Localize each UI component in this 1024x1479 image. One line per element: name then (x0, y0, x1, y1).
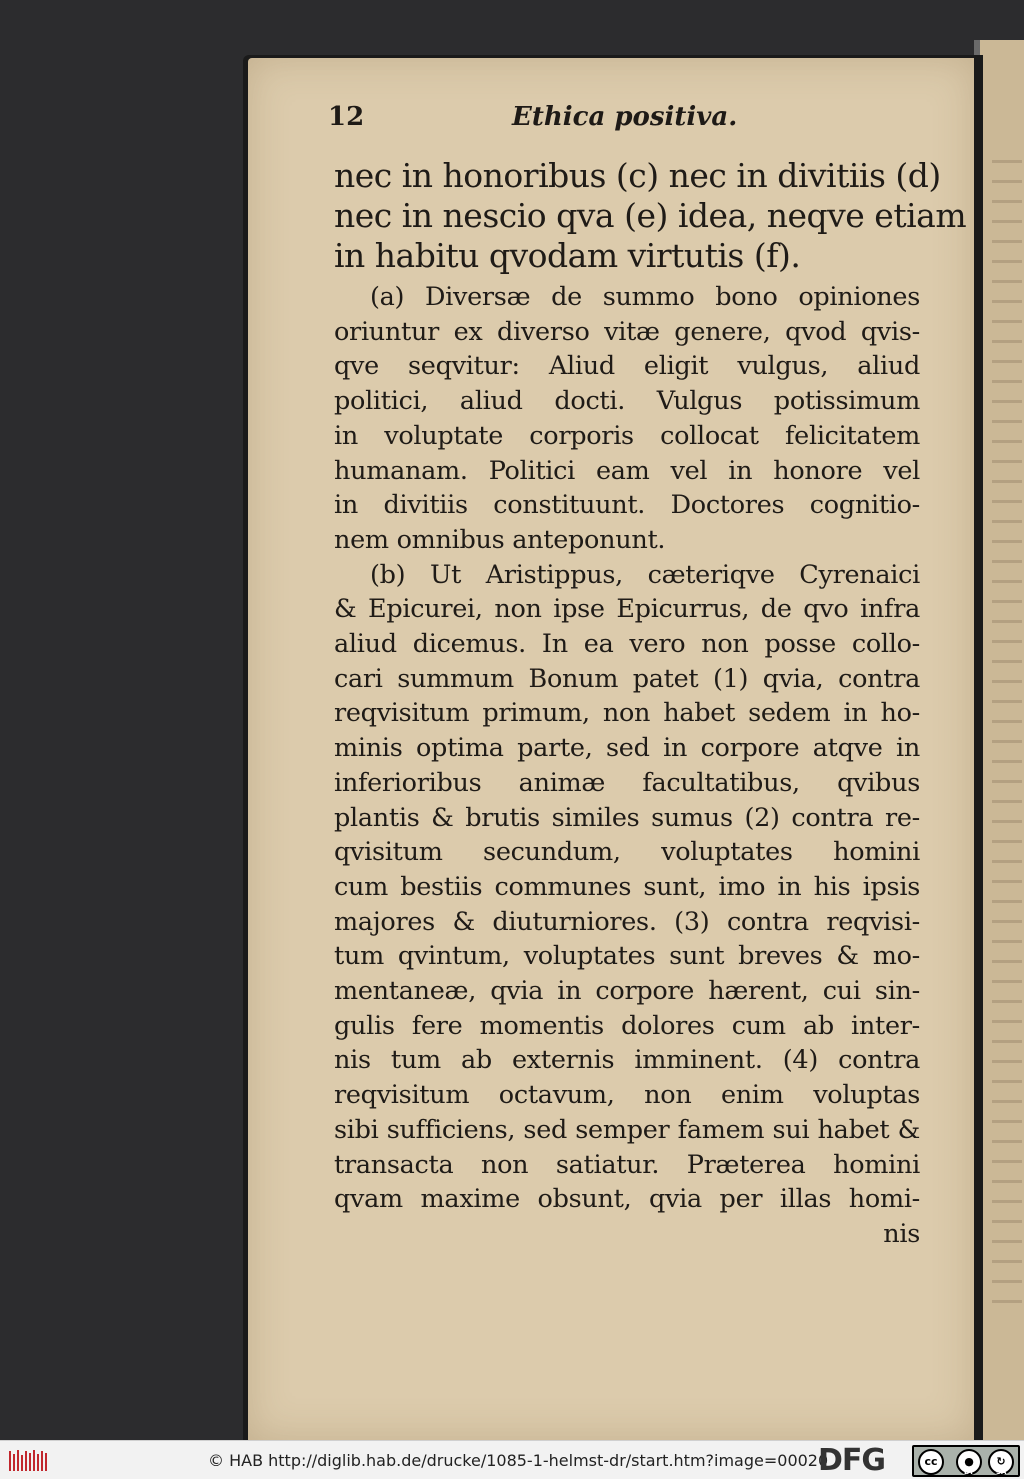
note-line: qve seqvitur: Aliud eligit vulgus, aliud (334, 351, 920, 382)
body-text (334, 156, 967, 1252)
note-line: & Epicurei, non ipse Epicurrus, de qvo infra (334, 594, 920, 625)
cc-sa-label: SA (996, 1468, 1007, 1476)
share-alike-icon: ↻ (988, 1449, 1014, 1475)
person-icon: ● (956, 1449, 982, 1475)
page-number: 12 (328, 102, 365, 132)
note-line: majores & diuturniores. (3) contra reqvisi- (334, 906, 920, 937)
note-line: reqvisitum primum, non habet sedem in ho- (334, 698, 920, 729)
cc-by-label: BY (964, 1468, 975, 1476)
hab-logo-icon[interactable] (8, 1447, 48, 1475)
note-line: humanam. Politici eam vel in honore vel (334, 455, 920, 486)
footer-bar (0, 1440, 1024, 1479)
note-line: in divitiis constituunt. Doctores cognitio- (334, 490, 920, 521)
next-page-bleed-through (992, 160, 1022, 1310)
running-head (328, 102, 914, 138)
note-line: nem omnibus anteponunt. (334, 524, 666, 555)
note-line: plantis & brutis similes sumus (2) contra re- (334, 802, 920, 833)
note-line: in voluptate corporis collocat felicitatem (334, 420, 920, 451)
note-line: nis tum ab externis imminent. (4) contra (334, 1045, 920, 1076)
book-page (248, 58, 974, 1440)
note-line: politici, aliud docti. Vulgus potissimum (334, 386, 920, 417)
note-line: oriuntur ex diverso vitæ genere, qvod qvis- (334, 316, 920, 347)
note-line: inferioribus animæ facultatibus, qvibus (334, 767, 920, 798)
note-line: (b) Ut Aristippus, cæteriqve Cyrenaici (370, 559, 920, 590)
note-line: minis optima parte, sed in corpore atqve in (334, 733, 920, 764)
note-line: sibi sufficiens, sed semper famem sui habet & (334, 1114, 920, 1145)
running-head-title: Ethica positiva. (512, 102, 738, 132)
source-link[interactable]: © HAB http://diglib.hab.de/drucke/1085-1-helmst-dr/start.htm?image=00020 (208, 1451, 829, 1470)
note-line: aliud dicemus. In ea vero non posse collo- (334, 629, 920, 660)
note-line: transacta non satiatur. Præterea homini (334, 1149, 920, 1180)
note-line: cari summum Bonum patet (1) qvia, contra (334, 663, 920, 694)
note-line: mentaneæ, qvia in corpore hærent, cui sin- (334, 976, 920, 1007)
main-text-line: nec in honoribus (c) nec in divitiis (d) (334, 156, 941, 195)
catchword: nis (883, 1218, 920, 1249)
note-line: qvam maxime obsunt, qvia per illas homi- (334, 1184, 920, 1215)
note-line: tum qvintum, voluptates sunt breves & mo- (334, 941, 920, 972)
note-line: (a) Diversæ de summo bono opiniones (370, 282, 920, 312)
cc-icon: cc (918, 1449, 944, 1475)
note-line: gulis fere momentis dolores cum ab inter- (334, 1010, 920, 1041)
note-line: reqvisitum octavum, non enim voluptas (334, 1080, 920, 1111)
main-text-line: in habitu qvodam virtutis (f). (334, 236, 801, 275)
note-line: qvisitum secundum, voluptates homini (334, 837, 920, 868)
cc-license-badge[interactable] (912, 1445, 1020, 1477)
note-line: cum bestiis communes sunt, imo in his ipsis (334, 871, 920, 902)
main-text-line: nec in nescio qva (e) idea, neqve etiam (334, 196, 967, 235)
dfg-logo[interactable]: DFG (818, 1443, 886, 1478)
